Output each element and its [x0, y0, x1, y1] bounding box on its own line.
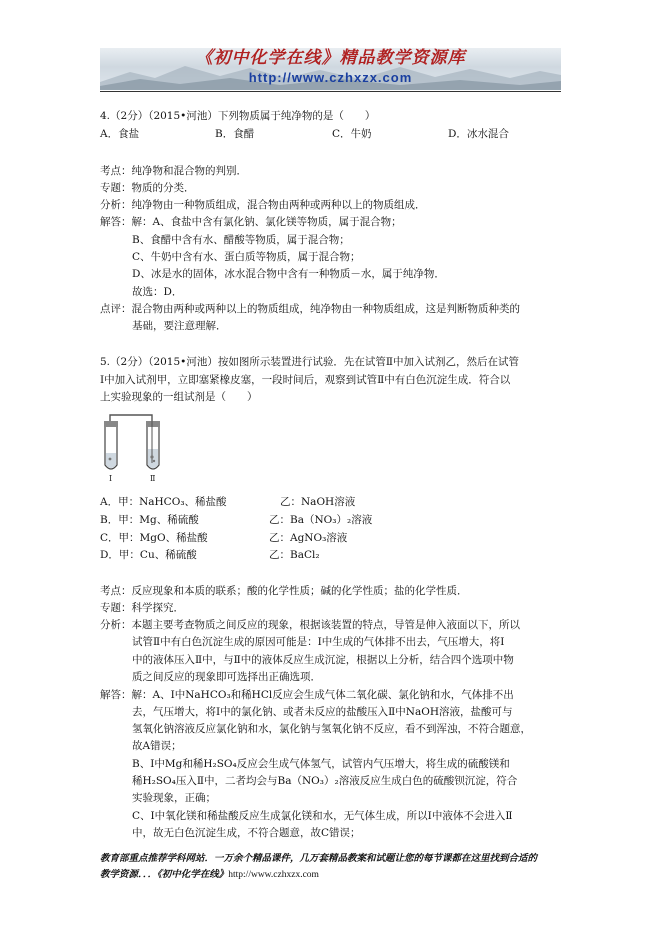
q5-option-a-jia: A．甲：NaHCO₃、稀盐酸: [100, 496, 227, 508]
q4-jieda-line: C、牛奶中含有水、蛋白质等物质，属于混合物；: [132, 251, 361, 263]
q4-jieda-line: 故选：D．: [132, 286, 183, 298]
q5-option-d-jia: D．甲：Cu、稀硫酸: [100, 549, 197, 561]
q5-option-b-yi: 乙：Ba（NO₃）₂溶液: [269, 514, 373, 526]
footer-line-2-wrap: [100, 867, 570, 883]
q4-jieda-line: B、食醋中含有水、醋酸等物质，属于混合物；: [132, 234, 350, 246]
q5-jieda-line: 去，气压增大，将Ⅰ中的氯化钠、或者未反应的盐酸压入Ⅱ中NaOH溶液，盐酸可与: [132, 706, 513, 718]
q5-fenxi-line: 分析：本题主要考查物质之间反应的现象，根据该装置的特点，导管是伸入液面以下，所以: [100, 619, 520, 631]
q4-jieda-line: 解答：解：A、食盐中含有氯化钠、氯化镁等物质，属于混合物；: [100, 216, 402, 228]
q5-stem-line: Ⅰ中加入试剂甲，立即塞紧橡皮塞，一段时间后，观察到试管Ⅱ中有白色沉淀生成．符合以: [100, 374, 511, 386]
q5-stem-line: 5.（2分）（2015•河池）按如图所示装置进行试验．先在试管Ⅱ中加入试剂乙，然后在试管: [100, 356, 519, 368]
footer-url[interactable]: http://www.czhxzx.com: [228, 870, 319, 880]
q5-option-c-yi: 乙：AgNO₃溶液: [269, 532, 348, 544]
q4-option-b: B．食醋: [215, 128, 255, 140]
q4-option-a: A．食盐: [100, 128, 140, 140]
q5-fenxi-line: 中的液体压入Ⅱ中，与Ⅱ中的液体反应生成沉淀，根据以上分析，结合四个选项中物: [132, 654, 514, 666]
test-tube-apparatus: [100, 413, 178, 483]
q5-kaodian: 考点：反应现象和本质的联系；酸的化学性质；碱的化学性质；盐的化学性质．: [100, 585, 468, 597]
q5-jieda-line: 氢氧化钠溶液反应氯化钠和水，氯化钠与氢氧化钠不反应，看不到浑浊，不符合题意，: [132, 723, 531, 735]
banner-url: http://www.czhxzx.com: [248, 70, 413, 85]
q4-option-d: D．冰水混合: [448, 128, 509, 140]
q4-fenxi: 分析：纯净物由一种物质组成，混合物由两种或两种以上的物质组成．: [100, 199, 426, 211]
header-banner: [100, 48, 561, 90]
q5-option-a-yi: 乙：NaOH溶液: [280, 496, 356, 508]
q5-jieda-line: 解答：解：A、Ⅰ中NaHCO₃和稀HCl反应会生成气体二氧化碳、氯化钠和水，气体排不出: [100, 689, 514, 701]
banner-divider: [100, 91, 561, 92]
q5-jieda-line: 中，故无白色沉淀生成，不符合题意，故C错误；: [132, 827, 361, 839]
q5-jieda-line: C、Ⅰ中氧化镁和稀盐酸反应生成氯化镁和水，无气体生成，所以Ⅰ中液体不会进入Ⅱ: [132, 810, 513, 822]
q5-jieda-line: 故A错误；: [132, 740, 182, 752]
q4-kaodian: 考点：纯净物和混合物的判别．: [100, 165, 247, 177]
q4-jieda-line: D、冰是水的固体，冰水混合物中含有一种物质－水，属于纯净物．: [132, 268, 445, 280]
q4-dianping-line: 基础，要注意理解．: [132, 320, 227, 332]
footer-line-2: 教学资源．．．《初中化学在线》: [100, 869, 229, 880]
q4-dianping-line: 点评：混合物由两种或两种以上的物质组成，纯净物由一种物质组成，这是判断物质种类的: [100, 303, 520, 315]
q5-fenxi-line: 试管Ⅱ中有白色沉淀生成的原因可能是：Ⅰ中生成的气体排不出去，气压增大，将Ⅰ: [132, 636, 505, 648]
footer: [100, 851, 570, 883]
q5-stem-line: 上实验现象的一组试剂是（ ）: [100, 391, 258, 403]
q5-jieda-line: 实验现象，正确；: [132, 792, 216, 804]
q4-option-c: C．牛奶: [332, 128, 372, 140]
q5-option-c-jia: C．甲：MgO、稀盐酸: [100, 532, 208, 544]
q5-jieda-line: 稀H₂SO₄压入Ⅱ中，二者均会与Ba（NO₃）₂溶液反应生成白色的硫酸钡沉淀，符合: [132, 775, 518, 787]
footer-line-1: 教育部重点推荐学科网站．一万余个精品课件，几万套精品教案和试题让您的每节课都在这里找到合适的: [100, 853, 538, 864]
q4-stem: 4.（2分）（2015•河池）下列物质属于纯净物的是（ ）: [100, 110, 376, 122]
tube-label: Ⅰ: [109, 474, 113, 483]
q5-jieda-line: B、Ⅰ中Mg和稀H₂SO₄反应会生成气体氢气，试管内气压增大，将生成的硫酸镁和: [132, 758, 510, 770]
q4-zhuanti: 专题：物质的分类．: [100, 182, 195, 194]
q5-zhuanti: 专题：科学探究．: [100, 602, 184, 614]
q5-fenxi-line: 质之间反应的现象即可选择出正确选项．: [132, 671, 321, 683]
banner-title: 《初中化学在线》精品教学资源库: [195, 48, 466, 68]
q5-option-d-yi: 乙：BaCl₂: [269, 549, 320, 561]
tube-label: Ⅱ: [150, 474, 156, 483]
q5-option-b-jia: B．甲：Mg、稀硫酸: [100, 514, 199, 526]
